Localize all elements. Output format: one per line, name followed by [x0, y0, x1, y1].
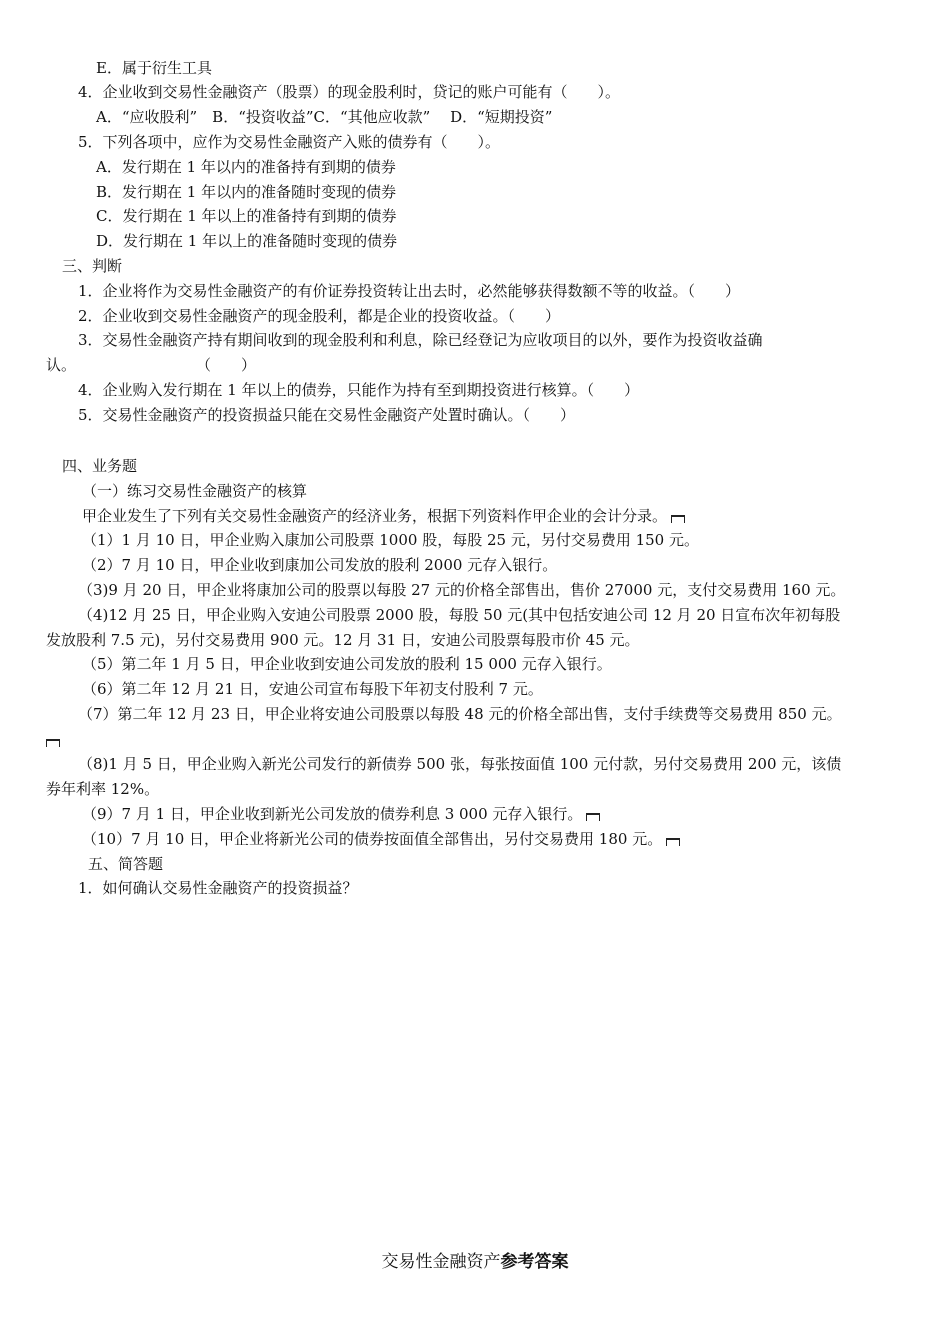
business-item-7: （7）第二年 12 月 23 日，甲企业将安迪公司股票以每股 48 元的价格全部出售，支付手续费等交易费用 850 元。 — [78, 705, 842, 723]
judge-1: 1．企业将作为交易性金融资产的有价证券投资转让出去时，必然能够获得数额不等的收益。（ ） — [78, 282, 741, 300]
short-answer-1: 1．如何确认交易性金融资产的投资损益？ — [78, 879, 358, 897]
business-item-9 — [82, 802, 600, 826]
answer-title-bold: 参考答案 — [500, 1252, 569, 1272]
paragraph-mark-icon — [46, 739, 60, 747]
business-item-5: （5）第二年 1 月 5 日，甲企业收到安迪公司发放的股利 15 000 元存入银行。 — [82, 655, 612, 673]
paragraph-mark-icon — [671, 515, 685, 523]
section-5-heading: 五、简答题 — [88, 855, 164, 873]
question-4: 4．企业收到交易性金融资产（股票）的现金股利时，贷记的账户可能有（ ）。 — [78, 83, 621, 101]
answer-title — [0, 1250, 950, 1274]
question-5-option-c: C．发行期在 1 年以上的准备持有到期的债券 — [96, 207, 397, 225]
judge-3-line-2: 认。 （ ） — [46, 356, 257, 374]
business-intro — [82, 504, 685, 528]
subsection-1-heading: （一）练习交易性金融资产的核算 — [82, 482, 308, 500]
question-5-option-d: D．发行期在 1 年以上的准备随时变现的债券 — [96, 232, 398, 250]
paragraph-mark-icon — [586, 813, 600, 821]
judge-4: 4．企业购入发行期在 1 年以上的债券，只能作为持有至到期投资进行核算。（ ） — [78, 381, 640, 399]
business-item-8-line-1: （8)1 月 5 日，甲企业购入新光公司发行的新债券 500 张，每张按面值 100 元付款，另付交易费用 200 元，该债 — [78, 755, 842, 773]
judge-5: 5．交易性金融资产的投资损益只能在交易性金融资产处置时确认。（ ） — [78, 406, 576, 424]
business-item-9-text: （9）7 月 1 日，甲企业收到新光公司发放的债券利息 3 000 元存入银行。 — [82, 805, 583, 823]
business-item-4-line-1: （4)12 月 25 日，甲企业购入安迪公司股票 2000 股，每股 50 元(其中包括安迪公司 12 月 20 日宣布次年初每股 — [78, 606, 841, 624]
business-item-10 — [82, 827, 680, 851]
paragraph-mark-line — [46, 728, 60, 752]
paragraph-mark-icon — [666, 838, 680, 846]
business-item-6: （6）第二年 12 月 21 日，安迪公司宣布每股下年初支付股利 7 元。 — [82, 680, 543, 698]
question-5-option-b: B．发行期在 1 年以内的准备随时变现的债券 — [96, 183, 397, 201]
option-e: E．属于衍生工具 — [96, 59, 212, 77]
section-3-heading: 三、判断 — [62, 257, 123, 275]
business-item-2: （2）7 月 10 日，甲企业收到康加公司发放的股利 2000 元存入银行。 — [82, 556, 558, 574]
question-5: 5．下列各项中，应作为交易性金融资产入账的债券有（ ）。 — [78, 133, 501, 151]
business-item-4-line-2: 发放股利 7.5 元)，另付交易费用 900 元。12 月 31 日，安迪公司股票每股市价 45 元。 — [46, 631, 640, 649]
question-4-options: A．“应收股利” B．“投资收益”C．“其他应收款” D．“短期投资” — [96, 108, 553, 126]
judge-3-line-1: 3．交易性金融资产持有期间收到的现金股利和利息，除已经登记为应收项目的以外，要作为投资收益确 — [78, 331, 763, 349]
question-5-option-a: A．发行期在 1 年以内的准备持有到期的债券 — [96, 158, 396, 176]
judge-2: 2．企业收到交易性金融资产的现金股利，都是企业的投资收益。（ ） — [78, 307, 561, 325]
business-item-3: （3)9 月 20 日，甲企业将康加公司的股票以每股 27 元的价格全部售出，售价 27000 元，支付交易费用 160 元。 — [78, 581, 846, 599]
business-item-8-line-2: 券年利率 12%。 — [46, 780, 160, 798]
business-intro-text: 甲企业发生了下列有关交易性金融资产的经济业务，根据下列资料作甲企业的会计分录。 — [82, 507, 668, 525]
section-4-heading: 四、业务题 — [62, 457, 138, 475]
business-item-10-text: （10）7 月 10 日，甲企业将新光公司的债券按面值全部售出，另付交易费用 180 元。 — [82, 830, 663, 848]
business-item-1: （1）1 月 10 日，甲企业购入康加公司股票 1000 股，每股 25 元，另付交易费用 150 元。 — [82, 531, 699, 549]
answer-title-normal: 交易性金融资产 — [381, 1252, 501, 1272]
